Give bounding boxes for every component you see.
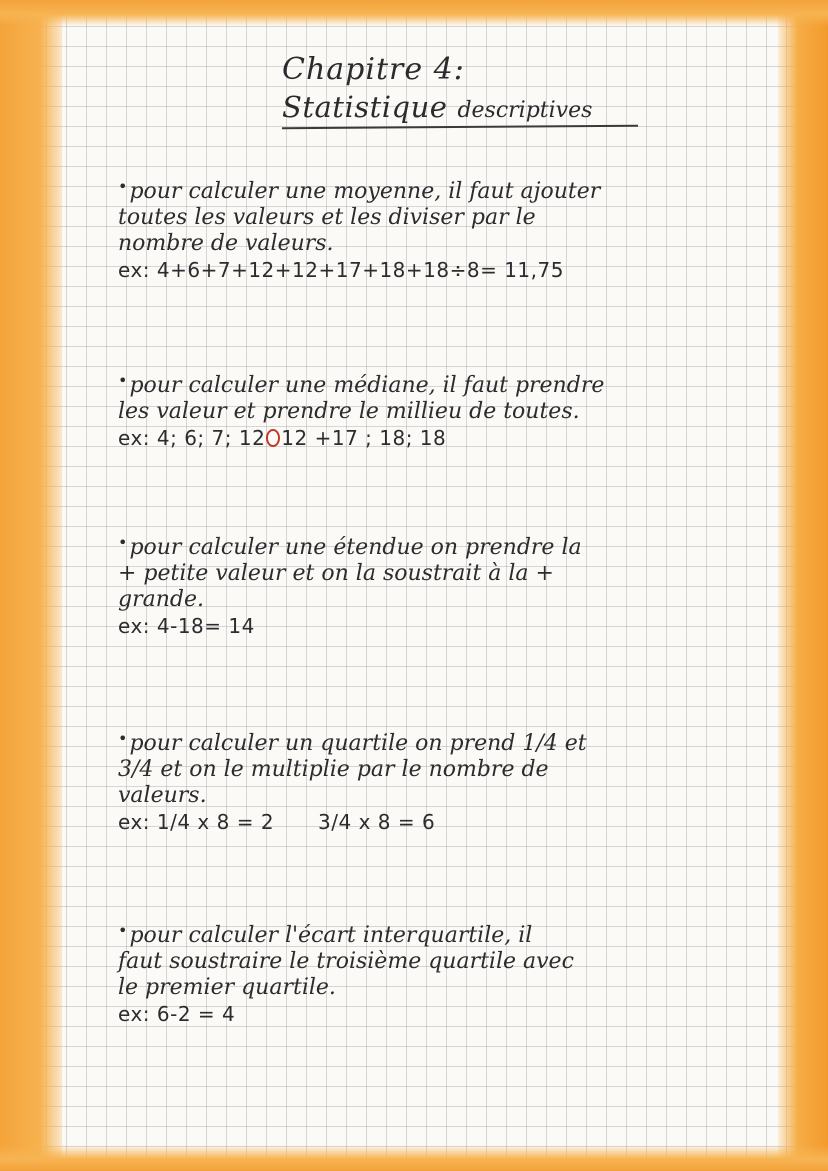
note-line: grande. [118, 587, 204, 612]
note-line: le premier quartile. [118, 975, 336, 1000]
note-line: toutes les valeurs et les diviser par le [118, 205, 536, 230]
note-line: •pour calculer l'écart interquartile, il [118, 921, 533, 948]
note-quartile [118, 726, 758, 835]
note-line: nombre de valeurs. [118, 231, 334, 256]
note-example: ex: 4-18= 14 [118, 614, 255, 638]
example-part-b: 3/4 x 8 = 6 [318, 810, 436, 834]
note-mean [118, 174, 758, 283]
note-example: ex: 6-2 = 4 [118, 1002, 236, 1026]
example-part-a: ex: 1/4 x 8 = 2 [118, 810, 275, 834]
bullet-icon: • [118, 533, 128, 552]
bullet-icon: • [118, 177, 128, 196]
title-underline [282, 125, 638, 129]
bullet-icon: • [118, 371, 128, 390]
note-line: les valeur et prendre le millieu de toutes. [118, 399, 580, 424]
note-interquartile [118, 918, 758, 1027]
chapter-subtitle [282, 90, 592, 124]
page-edge-right [778, 0, 828, 1171]
note-example [118, 425, 758, 451]
note-line: 3/4 et on le multiplie par le nombre de [118, 757, 549, 782]
page-edge-left [0, 0, 62, 1171]
note-range [118, 530, 758, 639]
page-edge-bottom [0, 1145, 828, 1171]
note-example [118, 809, 758, 835]
note-line: •pour calculer une médiane, il faut prendre [118, 371, 605, 398]
chapter-title: Chapitre 4: [282, 52, 465, 87]
note-example: ex: 4+6+7+12+12+17+18+18÷8= 11,75 [118, 258, 564, 282]
example-part-b: 12 +17 ; 18; 18 [281, 426, 447, 450]
note-line: •pour calculer une étendue on prendre la [118, 533, 582, 560]
note-line: + petite valeur et on la soustrait à la + [118, 561, 554, 586]
red-circle-mark-icon [266, 429, 280, 447]
page-edge-top [0, 0, 828, 26]
note-line: valeurs. [118, 783, 207, 808]
bullet-icon: • [118, 921, 128, 940]
subtitle-rest: descriptives [457, 98, 593, 123]
note-line: •pour calculer une moyenne, il faut ajouter [118, 177, 601, 204]
example-part-a: ex: 4; 6; 7; 12 [118, 426, 266, 450]
bullet-icon: • [118, 729, 128, 748]
note-line: •pour calculer un quartile on prend 1/4 et [118, 729, 587, 756]
note-line: faut soustraire le troisième quartile avec [118, 949, 574, 974]
subtitle-main: Statistique [282, 90, 448, 124]
note-median [118, 368, 758, 451]
